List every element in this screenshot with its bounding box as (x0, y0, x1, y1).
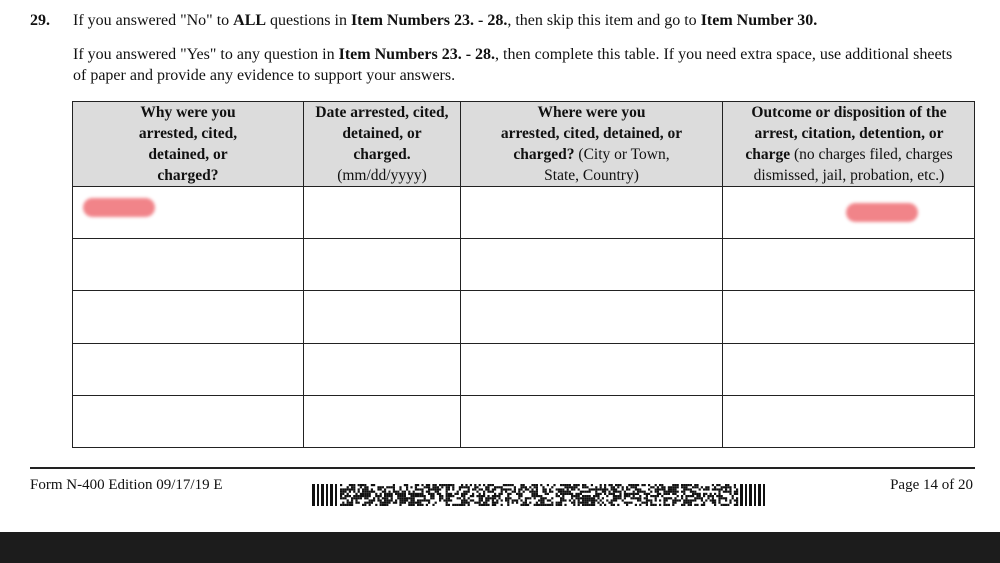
header-line (501, 144, 682, 165)
instruction-line-1 (73, 12, 973, 30)
header-line (745, 165, 952, 186)
header-line (501, 165, 682, 186)
text-run: If you answered "No" to (73, 12, 234, 29)
bold-text: charge (745, 146, 791, 163)
bold-text: Item Numbers 23. - 28. (338, 46, 496, 63)
bold-text: charged. (353, 146, 411, 163)
text-run: (mm/dd/yyyy) (337, 167, 427, 184)
bold-text: Outcome or disposition of the (751, 104, 947, 121)
text-run: State, Country) (544, 167, 639, 184)
header-date (304, 102, 460, 186)
bold-text: Item Numbers 23. - 28. (350, 12, 508, 29)
text-run: dismissed, jail, probation, etc.) (753, 167, 945, 184)
text-run: If you answered "Yes" to any question in (73, 46, 339, 63)
header-line (315, 144, 448, 165)
header-line (315, 102, 448, 123)
header-text (139, 102, 237, 186)
bold-text: detained, or (148, 146, 228, 163)
header-location (461, 102, 722, 186)
header-line (745, 102, 952, 123)
header-line (745, 144, 952, 165)
header-line (315, 165, 448, 186)
form-edition: Form N-400 Edition 09/17/19 E (30, 477, 223, 493)
redaction-mark (846, 203, 918, 222)
row-divider (73, 395, 974, 396)
bold-text: Date arrested, cited, (315, 104, 449, 121)
bold-text: charged? (513, 146, 575, 163)
header-line (139, 144, 237, 165)
bold-text: arrested, cited, (138, 125, 238, 142)
text-run: , then skip this item and go to (507, 12, 701, 29)
row-divider (73, 238, 974, 239)
header-text (501, 102, 682, 186)
item-number: 29. (30, 12, 50, 29)
barcode-image (312, 484, 768, 506)
bold-text: Why were you (140, 104, 236, 121)
header-line (745, 123, 952, 144)
arrest-table (72, 101, 975, 448)
header-reason (73, 102, 303, 186)
instruction-paragraph-2 (73, 44, 953, 86)
bold-text: Where were you (537, 104, 646, 121)
page-number: Page 14 of 20 (890, 477, 973, 493)
header-line (501, 102, 682, 123)
header-text (745, 102, 952, 186)
header-text (315, 102, 448, 186)
bold-text: ALL (233, 12, 267, 29)
redaction-mark (83, 198, 155, 217)
row-divider (73, 290, 974, 291)
header-line (139, 123, 237, 144)
header-line (139, 165, 237, 186)
bold-text: detained, or (342, 125, 422, 142)
text-run: questions in (266, 12, 351, 29)
bold-text: arrested, cited, detained, or (500, 125, 683, 142)
bold-text: charged? (157, 167, 219, 184)
text-run: , then complete this table. If you need extra space, use additional sheets of paper and provide any evidence to support your answers. (73, 46, 953, 84)
row-divider (73, 343, 974, 344)
header-outcome (723, 102, 975, 186)
bold-text: Item Number 30. (700, 12, 818, 29)
header-line (315, 123, 448, 144)
bottom-bar (0, 532, 1000, 563)
header-line (501, 123, 682, 144)
text-run: (City or Town, (574, 146, 670, 163)
bold-text: arrest, citation, detention, or (754, 125, 944, 142)
footer-rule (30, 467, 975, 469)
text-run: (no charges filed, charges (790, 146, 953, 163)
header-line (139, 102, 237, 123)
